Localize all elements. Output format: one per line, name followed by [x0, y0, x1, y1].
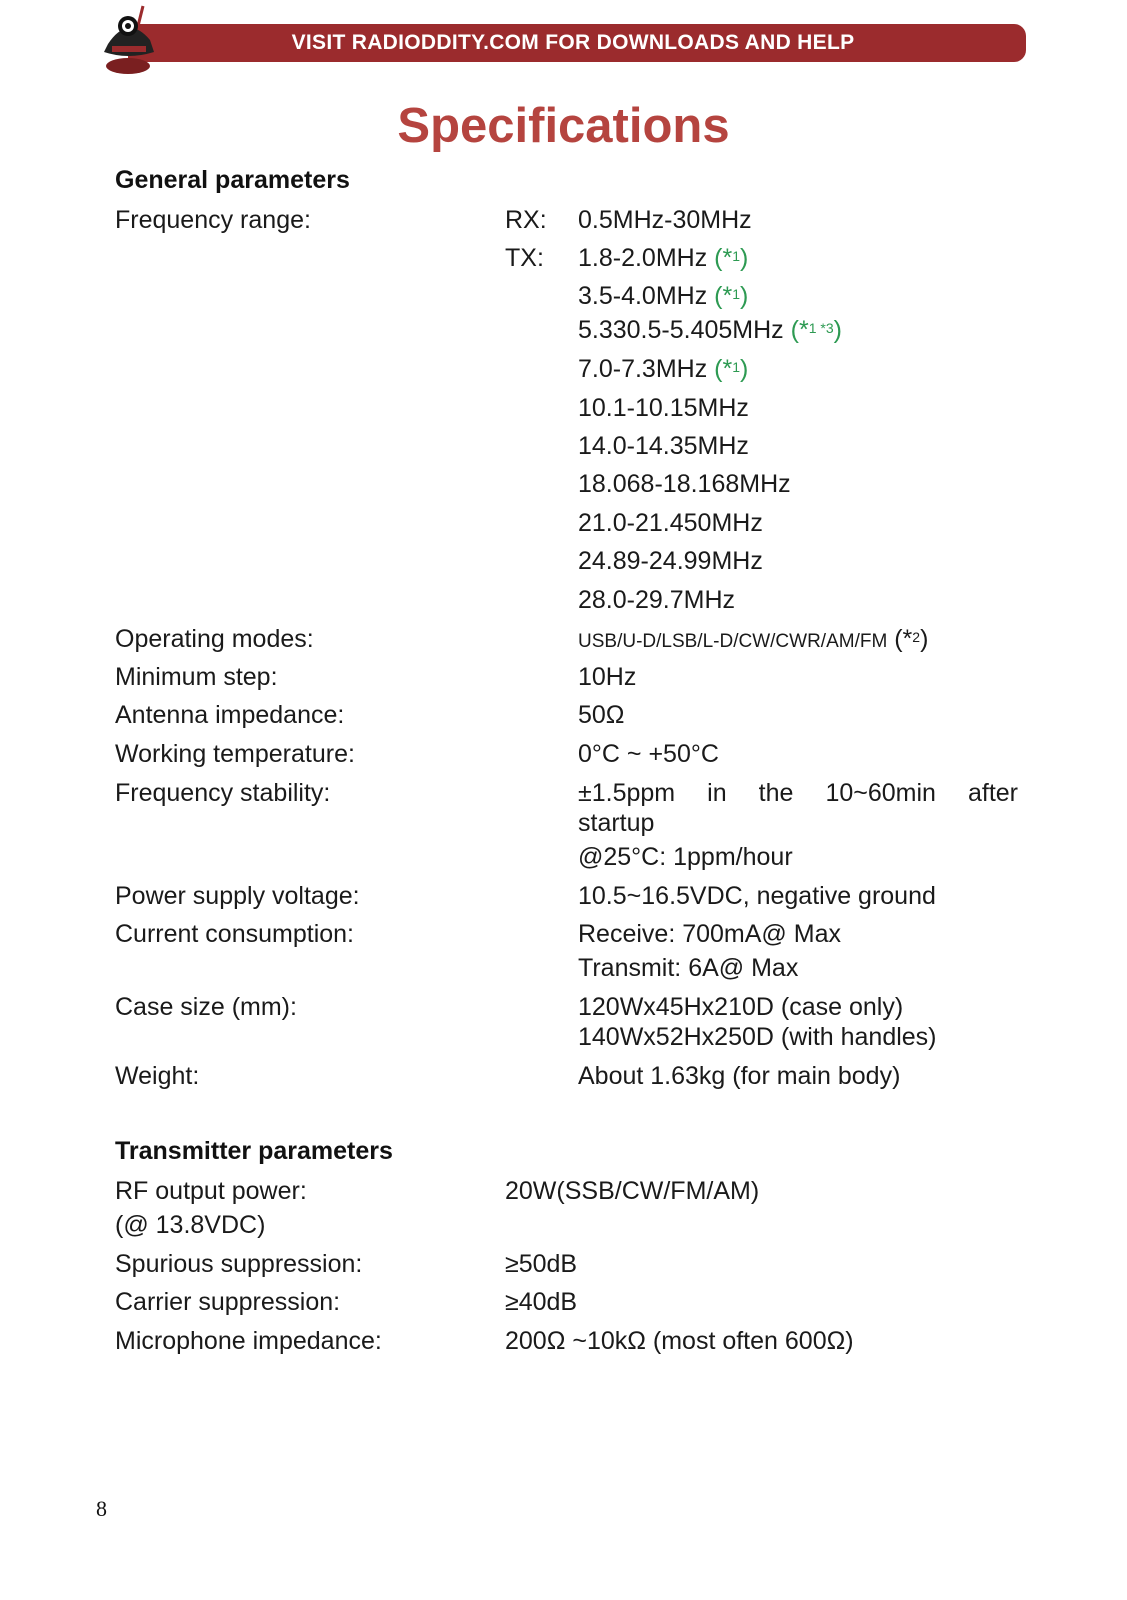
- transmitter-parameters-heading: Transmitter parameters: [115, 1137, 393, 1165]
- antenna-impedance-label: Antenna impedance:: [115, 701, 345, 729]
- case-size-value-2: 140Wx52Hx250D (with handles): [578, 1023, 937, 1051]
- frequency-stability-line1: ±1.5ppm in the 10~60min after: [578, 779, 1018, 807]
- modes-text: USB/U-D/LSB/L-D/CW/CWR/AM/FM: [578, 631, 888, 652]
- operating-modes-value: [578, 624, 928, 657]
- tx-label: TX:: [505, 244, 544, 272]
- tx-band: [578, 546, 763, 576]
- case-size-label: Case size (mm):: [115, 993, 297, 1021]
- power-supply-voltage-value: 10.5~16.5VDC, negative ground: [578, 882, 936, 910]
- working-temperature-value: 0°C ~ +50°C: [578, 740, 719, 768]
- carrier-suppression-label: Carrier suppression:: [115, 1288, 341, 1316]
- page-number: 8: [96, 1496, 107, 1521]
- tx-band-footnote: (*$^{1 *3}$): [790, 316, 842, 344]
- current-consumption-label: Current consumption:: [115, 920, 355, 948]
- tx-band-range: 28.0-29.7MHz: [578, 586, 736, 614]
- operating-modes-label: Operating modes:: [115, 625, 314, 653]
- tx-band-range: 7.0-7.3MHz: [578, 355, 708, 383]
- frequency-stability-line3: @25°C: 1ppm/hour: [578, 843, 793, 871]
- tx-band-range: 24.89-24.99MHz: [578, 547, 763, 575]
- tx-band-range: 18.068-18.168MHz: [578, 470, 791, 498]
- tx-band-footnote: (*$^1$): [714, 355, 749, 383]
- minimum-step-value: 10Hz: [578, 663, 637, 691]
- tx-band-range: 14.0-14.35MHz: [578, 432, 749, 460]
- header-banner: [128, 24, 1026, 62]
- tx-band-range: 5.330.5-5.405MHz: [578, 316, 784, 344]
- tx-band: [578, 281, 748, 311]
- rf-output-power-label: RF output power:: [115, 1177, 307, 1205]
- current-transmit-value: Transmit: 6A@ Max: [578, 954, 799, 982]
- working-temperature-label: Working temperature:: [115, 740, 355, 768]
- carrier-suppression-value: ≥40dB: [505, 1288, 578, 1316]
- case-size-value-1: 120Wx45Hx210D (case only): [578, 993, 904, 1021]
- tx-band: [578, 585, 735, 615]
- tx-band: [578, 393, 749, 423]
- modes-note: (*$^2$): [894, 625, 929, 653]
- tx-band: [578, 354, 748, 384]
- frequency-stability-label: Frequency stability:: [115, 779, 331, 807]
- microphone-impedance-value: 200Ω ~10kΩ (most often 600Ω): [505, 1327, 854, 1355]
- general-parameters-heading: General parameters: [115, 166, 350, 194]
- tx-band-footnote: (*$^1$): [714, 282, 749, 310]
- power-supply-voltage-label: Power supply voltage:: [115, 882, 360, 910]
- tx-band: [578, 431, 749, 461]
- rf-output-power-value: 20W(SSB/CW/FM/AM): [505, 1177, 760, 1205]
- radioddity-logo-icon: [98, 4, 164, 76]
- tx-band: [578, 469, 791, 499]
- minimum-step-label: Minimum step:: [115, 663, 278, 691]
- current-receive-value: Receive: 700mA@ Max: [578, 920, 841, 948]
- tx-band-footnote: (*$^1$): [714, 244, 749, 272]
- tx-band: [578, 508, 763, 538]
- tx-band: [578, 243, 748, 273]
- spurious-suppression-value: ≥50dB: [505, 1250, 578, 1278]
- tx-band-range: 3.5-4.0MHz: [578, 282, 708, 310]
- tx-band-range: 10.1-10.15MHz: [578, 394, 749, 422]
- page-title: Specifications: [397, 99, 730, 153]
- weight-label: Weight:: [115, 1062, 200, 1090]
- rx-value: 0.5MHz-30MHz: [578, 206, 752, 234]
- rf-output-power-condition: (@ 13.8VDC): [115, 1211, 266, 1239]
- microphone-impedance-label: Microphone impedance:: [115, 1327, 382, 1355]
- rx-label: RX:: [505, 206, 547, 234]
- tx-band: [578, 315, 842, 345]
- tx-band-range: 21.0-21.450MHz: [578, 509, 763, 537]
- banner-text: VISIT RADIODDITY.COM FOR DOWNLOADS AND HELP: [291, 31, 855, 54]
- spurious-suppression-label: Spurious suppression:: [115, 1250, 363, 1278]
- weight-value: About 1.63kg (for main body): [578, 1062, 901, 1090]
- tx-band-range: 1.8-2.0MHz: [578, 244, 708, 272]
- antenna-impedance-value: 50Ω: [578, 701, 625, 729]
- frequency-stability-line2: startup: [578, 809, 655, 837]
- frequency-range-label: Frequency range:: [115, 206, 311, 234]
